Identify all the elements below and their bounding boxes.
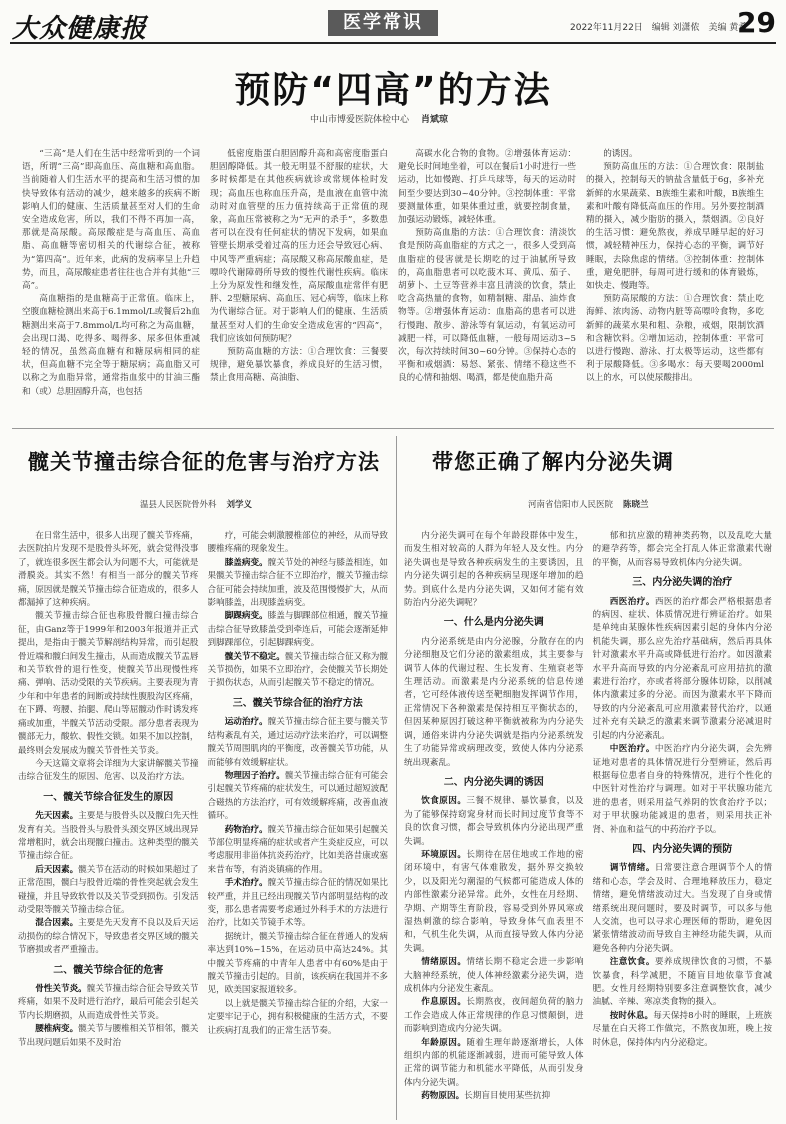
article2-paragraph [208, 998, 389, 1038]
article3-lead-in: 作息原因。 [421, 997, 467, 1008]
article2-paragraph-text: 髋关节撞击综合征的情况如果比较严重，并且已经出现髋关节内部明显结构的改变，那么患者需要考虑通过外科手术的方法进行治疗，比如关节镜手术等。 [207, 878, 388, 929]
article2-paragraph [18, 917, 199, 957]
article2-lead-in: 髋关节不稳定。 [224, 651, 285, 662]
article3-paragraph-text: 长期盲目使用某些抗抑 [464, 1091, 551, 1102]
article3-paragraph [593, 530, 773, 570]
article3-section-heading: 三、内分泌失调的治疗 [632, 577, 733, 589]
article1-paragraph: 高碳水化合物的食物。②增强体育运动：避免长时间地坐着，可以在餐后1小时进行一些运动，比如慢跑、打乒乓球等，每天的运动时间至少要达到30~40分钟。③控制体重：平常要测量体重，如果体重过重，就要控制食量，加强运动锻炼，减轻体重。 [398, 149, 576, 226]
article3-section-heading: 一、什么是内分泌失调 [443, 617, 544, 629]
article1-paragraph: 的诱因。 [603, 149, 638, 159]
article3-affiliation: 河南省信阳市人民医院 [528, 500, 614, 510]
article3-paragraph-text: 内分泌失调可在每个年龄段群体中发生，而发生相对较高的人群为年轻人及女性。内分泌失调也是导致各种疾病发生的主要诱因，且内分泌失调引起的各种疾病呈现逐年增加的趋势。到底什么是内分泌失调，又如何才能有效防治内分泌失调呢？ [404, 531, 584, 609]
article3-lead-in: 注意饮食。 [609, 957, 655, 968]
article2-paragraph [18, 530, 199, 610]
article3-lead-in: 年龄原因。 [421, 1037, 467, 1048]
article2-body [18, 530, 388, 1120]
article1-paragraph: 预防高血压的方法：①合理饮食：限制盐的摄入，控制每天的钠盐含量低于6g，多补充新鲜的水果蔬菜、B族维生素和叶酸，B族维生素和叶酸有降低高血压的作用。另外要控制酒精的摄入，减少脂肪的摄入，禁烟酒。②良好的生活习惯：避免熬夜，养成早睡早起的好习惯，减轻精神压力，保持心态的平衡，调节好睡眠，去除焦虑的情绪。③控制体重：控制体重，避免肥胖，每周可进行缓和的体育锻炼，如快走、慢跑等。 [586, 162, 764, 292]
article2-section-heading: 二、髋关节综合征的危害 [53, 964, 164, 976]
article3-title: 带您正确了解内分泌失调 [432, 450, 674, 474]
article3-paragraph [404, 849, 584, 956]
article2-paragraph [208, 610, 389, 650]
article3-paragraph [593, 956, 773, 1010]
article2-paragraph-text: 髋关节处的神经与膝盖相连，如果髋关节撞击综合征不立即治疗，髋关节撞击综合征可能会持续加重，波及范围慢慢扩大，从而影响膝盖，出现膝盖病变。 [207, 557, 388, 609]
section-label: 医学常识 [328, 10, 438, 36]
article2-paragraph-text: 主要是先天发育不良以及后天运动损伤的综合情况下，导致患者交界区域的髋关节磨损或者严重撞击。 [18, 918, 199, 956]
article2-paragraph-text: 髋关节在活动的时候如果超过了正常范围，髋臼与股骨近端的骨性突起就会发生碰撞，并且导致软骨以及关节受到损伤。引发活动受限等髋关节撞击综合征。 [18, 864, 199, 915]
article3-author: 陈晓兰 [623, 500, 649, 510]
article2-lead-in: 运动治疗。 [224, 717, 268, 728]
article3-body [404, 530, 772, 1120]
article1-column [586, 148, 764, 423]
article2-lead-in: 骨性关节炎。 [35, 984, 87, 994]
article3-lead-in: 西医治疗。 [609, 596, 655, 607]
article2-byline [140, 498, 252, 510]
article2-section-heading: 一、髋关节综合征发生的原因 [43, 791, 174, 803]
article1-column [398, 148, 576, 423]
article3-paragraph [404, 1037, 584, 1091]
article2-paragraph [208, 931, 389, 998]
article2-lead-in: 脚踝病变。 [224, 611, 268, 622]
article2-lead-in: 混合因素。 [35, 918, 79, 929]
article2-paragraph [208, 877, 389, 931]
article2-lead-in: 膝盖病变。 [224, 557, 268, 568]
article3-paragraph [404, 1090, 584, 1103]
article1-paragraph: 预防高血脂的方法：①合理饮食：清淡饮食是预防高血脂症的方式之一，很多人受到高血脂症的侵害就是长期吃的过于油腻所导致的，高血脂患者可以吃菠木耳、黄瓜、茄子、胡萝卜、土豆等营养丰富且清淡的饮食，禁止吃含高热量的食物，如精制糖、甜品、油炸食物等。②增强体育运动：血脂高的患者可以进行慢跑、散步、游泳等有氧运动，有氧运动可减肥一样，可以降低血糖，一般每周运动3~5次，每次持续时间30~60分钟。③保持心态的平衡和戒烟酒：易怒、紧张、情绪不稳这些不良的心情和抽烟、喝酒，都是使血脂升高 [398, 228, 576, 384]
article1-author: 肖斌琼 [421, 115, 449, 125]
article3-paragraph-text: 郁和抗应激的精神类药物，以及乱吃大量的避孕药等，都会完全打乱人体正常激素代谢的平衡，从而容易导致机体内分泌失调。 [592, 531, 772, 568]
article2-paragraph-text: 主要是与股骨头以及髋臼先天性发育有关。当股骨头与股骨头颈交界区域出现异常增粗时，就会出现髋臼撞击。这种类型的髋关节撞击综合征。 [18, 811, 199, 862]
page-number: 29 [737, 6, 776, 39]
article2-lead-in: 先天因素。 [35, 811, 79, 822]
issue-meta [570, 20, 753, 33]
article3-paragraph-text: 长期待在居住地或工作地的密闭环境中，有害气体难散发，据外界交换较少，以及阳光匀潮湿的气候都可能造成人体的内部性激素分泌异常。此外，女性在月经期、孕期、产期等生育阶段，容易受到外界风寒或湿热刺激的综合影响，导致身体气血表里不和，气机生化失调，从而直接导致人体内分泌失调。 [404, 849, 584, 954]
article3-lead-in: 环境原因。 [421, 849, 467, 860]
article2-lead-in: 后天因素。 [35, 864, 79, 875]
article3-lead-in: 按时休息。 [609, 1010, 654, 1021]
article3-paragraph-text: 每天保持8小时的睡眠，上班族尽量在白天将工作做完，不熬夜加班，晚上按时休息，保持体内内分泌稳定。 [592, 1010, 772, 1048]
article3-lead-in: 药物原因。 [421, 1091, 465, 1102]
masthead [10, 6, 776, 44]
article2-paragraph-text: 今天这篇文章将会详细为大家讲解髋关节撞击综合征发生的原因、危害、以及治疗方法。 [18, 758, 199, 783]
article2-lead-in: 腰椎病变。 [35, 1024, 79, 1035]
article2-column [208, 530, 389, 1120]
article2-paragraph-text: 髋关节撞击综合征有可能会引起髋关节疼痛的症状发生，可以通过超短波配合磁热的方法治疗，可有效缓解疼痛，改善血液循环。 [207, 770, 388, 822]
article1-paragraph: 低密度脂蛋白胆固醇升高和高密度脂蛋白胆固醇降低。其一般无明显不舒服的症状，大多时候都是在其他疾病就诊或常规体检时发现；高血压也称血压升高，是血液在血管中流动时对血管壁的压力值持续高于正常值的现象，高血压常被称之为“无声的杀手”，多数患者可以在没有任何症状的情况下发病，如果血管壁长期承受着过高的压力还会导致冠心病、中风等严重病症；高尿酸又称高尿酸血症，是嘌呤代谢障碍所导致的慢性代谢性疾病。临床上分为原发性和继发性，高尿酸血症常伴有肥胖、2型糖尿病、高血压、冠心病等，临床上称为代谢综合征。对于影响人们的健康、生活质量甚至对人们的生命安全造成危害的“四高”，我们应该如何预防呢？ [210, 149, 388, 344]
article2-paragraph-text: 膝盖与脚踝部位相通，髋关节撞击综合征导致膝盖受到牵连后，可能会逐渐延伸到脚踝部位，引起脚踝病变。 [207, 611, 388, 649]
article3-paragraph-text: 日常要注意合理调节个人的情绪和心态，学会及时、合理地释放压力，稳定情绪，避免情绪波动过大。当发现了自身或情绪系统出现问题时，要及时调节，可以多与他人交流，也可以寻求心理医师的帮助，避免因紧张情绪波动而导致自主神经功能失调，从而避免各种内分泌失调。 [592, 863, 772, 954]
article3-column [593, 530, 773, 1120]
article3-paragraph-text: 内分泌系统是由内分泌腺，分散存在的内分泌细胞及它们分泌的激素组成，其主要参与调节人体的代谢过程、生长发育、生殖衰老等生理活动。而激素是内分泌系统的信息传递者，它可经体液传送至靶细胞发挥调节作用，正常情况下各种激素是保持相互平衡状态的，但因某种原因打破这种平衡就被称为内分泌失调，通俗来讲内分泌失调就是指内分泌系统发生了功能异常或病理改变，致使人体内分泌系统出现紊乱。 [404, 636, 584, 768]
article2-paragraph-text: 据统计，髋关节撞击综合征在普通人的发病率达到10%~15%，在运动员中高达24%。其中髋关节疼痛的中青年人患者中有60%是由于髋关节撞击引起的。目前，该疾病在我国并不多见，欧美国家报道较多。 [207, 931, 388, 996]
article3-paragraph-text: 长期熬夜，夜间超负荷的脑力工作会造成人体正常规律的作息习惯颠倒，进而影响到造成内分泌失调。 [404, 997, 584, 1035]
article2-section-heading: 三、髋关节综合征的治疗方法 [232, 697, 363, 709]
article2-paragraph-text: 髋关节撞击综合征会导致关节疼痛，如果不及时进行治疗，最后可能会引起关节内长期磨损，从而造成骨性关节炎。 [18, 984, 199, 1021]
editor-credit: 编辑 刘潇侬 [651, 23, 700, 33]
article2-paragraph [18, 864, 199, 918]
article2-paragraph-text: 以上就是髋关节撞击综合征的介绍，大家一定要牢记于心，拥有积极健康的生活方式，不要让疾病打乱我们的正常生活节奏。 [207, 998, 388, 1036]
article2-lead-in: 物理因子治疗。 [224, 770, 285, 781]
article2-column [18, 530, 199, 1120]
article2-lead-in: 药物治疗。 [224, 824, 268, 835]
column-divider [396, 436, 397, 1120]
article3-paragraph [593, 862, 773, 956]
article3-paragraph [404, 795, 584, 849]
article2-affiliation: 温县人民医院骨外科 [140, 500, 217, 510]
article3-paragraph [593, 1010, 773, 1050]
article3-paragraph [404, 956, 584, 996]
article3-paragraph-text: 要养成规律饮食的习惯，不暴饮暴食，科学减肥，不随盲目地依靠节食减肥。女性月经期特别要多注意调整饮食，减少油腻、辛辣、寒凉类食物的摄入。 [592, 957, 772, 1008]
article2-lead-in: 手术治疗。 [224, 878, 268, 889]
article1-paragraph: “三高”是人们在生活中经常听到的一个词语，所谓“三高”即高血压、高血糖和高血脂。当前随着人们生活水平的提高和生活习惯的加快导致体有活动的减少，越来越多的疾病不断影响人们的健康、生活质量甚至对人们的生命安全造成危害，所以，我们不得不再加一高，那就是高尿酸。高尿酸症是与高血压、高血脂、高血糖等密切相关的代谢综合征，被称为“第四高”。近年来，此病的发病率呈上升趋势，而且，高尿酸症患者往往也合并有其他“三高”。 [22, 149, 200, 292]
newspaper-logo: 大众健康报 [12, 14, 148, 44]
article3-section-heading: 四、内分泌失调的预防 [632, 843, 733, 855]
article3-column [404, 530, 584, 1120]
article3-paragraph-text: 情绪长期不稳定会进一步影响大脑神经系统，使人体神经激素分泌失调，造成机体内分泌发生紊乱。 [404, 957, 584, 994]
section-divider [12, 428, 774, 429]
article3-section-heading: 二、内分泌失调的诱因 [443, 776, 544, 788]
article2-paragraph [208, 651, 389, 691]
designer-credit: 美编 黄希 [708, 23, 748, 33]
article3-byline [528, 498, 649, 510]
article2-title: 髋关节撞击综合征的危害与治疗方法 [28, 450, 380, 474]
article3-paragraph [593, 596, 773, 743]
article2-author: 刘学义 [226, 500, 253, 510]
article2-paragraph [208, 557, 389, 611]
article2-paragraph-text: 髋关节撞击综合征又称为髋关节损伤，如果不立即治疗，会使髋关节长期处于损伤状态，从而引起髋关节不稳定的情况。 [207, 651, 388, 689]
article1-paragraph: 高血糖指的是血糖高于正常值。临床上，空腹血糖检测出来高于6.1mmol/L或餐后2h血糖测出来高于7.8mmol/L均可称之为高血糖，会出现口渴、吃得多、喝得多、尿多但体重减轻的情况，虽然高血糖有和糖尿病相同的症状，但高血糖不完全等于糖尿病；高血脂又可以称之为血脂异常，通常指血浆中的甘油三酯和（或）总胆固醇升高，也包括 [22, 294, 200, 397]
article3-lead-in: 调节情绪。 [609, 863, 655, 874]
article1-column [22, 148, 200, 423]
article1-affiliation: 中山市博爱医院体检中心 [310, 115, 410, 125]
article2-paragraph [18, 1023, 199, 1050]
article2-paragraph [208, 716, 389, 770]
article3-lead-in: 饮食原因。 [421, 796, 467, 807]
article3-lead-in: 中医治疗。 [609, 744, 655, 755]
article2-paragraph [18, 810, 199, 864]
article2-paragraph-text: 髋关节撞击综合征如果引起髋关节部位明显疼痛的症状或者产生炎症反应，可以考虑服用非甾体抗炎药治疗，比如美洛昔康或塞来昔布等，有消炎镇痛的作用。 [207, 824, 388, 875]
article2-paragraph [18, 758, 199, 785]
article3-paragraph-text: 西医的治疗都会严格根据患者的病因、症状、体质情况进行辨证治疗。如果是单纯由某腺体性疾病因素引起的身体内分泌机能失调，那么应先治疗基础病，然后再具体针对激素水平升高或降低进行治疗。如因激素水平升高而导致的内分泌紊乱可应用拮抗的激素进行治疗，亦或者将部分腺体切除，以削减体内激素过多的分泌。而因为激素水平下降而导致的内分泌紊乱可应用激素替代治疗，以通过补充有关缺乏的激素来调节激素分泌减退时引起的内分泌紊乱。 [592, 596, 772, 741]
article1-paragraph: 预防高尿酸的方法：①合理饮食：禁止吃海鲜、浓肉汤、动物内脏等高嘌呤食物，多吃新鲜的蔬菜水果和粗、杂粮，戒烟，限制饮酒和含糖饮料。②增加运动，控制体重：平常可以进行慢跑、游泳、打太极等运动，这些都有利于尿酸降低。③多喝水：每天要喝2000ml以上的水，可以使尿酸排出。 [586, 294, 764, 384]
article2-paragraph-text: 髋关节与腰椎相关节相邻，髋关节出现问题后如果不及时治 [18, 1024, 199, 1048]
article3-lead-in: 情绪原因。 [421, 957, 467, 968]
article1-column [210, 148, 388, 423]
article2-paragraph [18, 983, 199, 1023]
article3-paragraph [404, 636, 584, 770]
article2-paragraph-text: 髋关节撞击综合征也称股骨髋臼撞击综合征，由Ganz等于1999年和2003年报道并正式提出，是指由于髋关节解剖结构异常，而引起股骨近端和髋臼间发生撞击，从而造成髋关节盂唇和关节软骨的退行性变，使髋关节出现慢性疼痛、弹响、活动受限的关节疾病。主要表现为青少年和中年患者的间断或持续性腹股沟区疼痛，在下蹲、弯腰、抬腿、爬山等屈髋动作时诱发疼痛或加重，半髋关节活动受限。部分患者表现为髋部无力，酸软、假性交锁。如果不加以控制，最终则会发展成为髋关节骨性关节炎。 [18, 611, 199, 756]
article2-paragraph-text: 疗，可能会刺激腰椎部位的神经，从而导致腰椎疼痛的现象发生。 [207, 531, 388, 555]
article3-paragraph-text: 中医治疗内分泌失调，会先辨证地对患者的具体情况进行分型辨证，然后再根据每位患者自身的特殊情况，进行个性化的中医针对性治疗与调理。如对于平状腺功能亢进的患者，则采用益气养阴的饮食治疗予以；对于甲状腺功能减退的患者，则采用扶正补肾、补血和益气的中药治疗予以。 [592, 744, 772, 835]
article1-paragraph: 预防高血糖的方法：①合理饮食：三餐要规律，避免暴饮暴食，养成良好的生活习惯，禁止食用高糖、高油脂、 [210, 347, 388, 384]
article3-paragraph [404, 530, 584, 610]
issue-date: 2022年11月22日 [570, 23, 643, 33]
article3-paragraph [404, 996, 584, 1036]
article3-paragraph-text: 三餐不规律、暴饮暴食，以及为了能够保持窈窕身材而长时间过度节食等不良的饮食习惯，都会导致机体内分泌出现严重失调。 [404, 796, 584, 847]
article3-paragraph-text: 随着生理年龄逐渐增长，人体组织内部的机能逐渐减弱，进而可能导致人体正常的调节能力和机能水平降低，从而引发身体内分泌失调。 [404, 1037, 584, 1088]
article1-title: 预防“四高”的方法 [234, 70, 552, 111]
article1-body [22, 148, 764, 423]
article1-byline [310, 112, 448, 125]
article2-paragraph-text: 髋关节撞击综合征主要与髋关节结构紊乱有关，通过运动疗法来治疗，可以调整髋关节周围肌肉的平衡度，改善髋关节功能，从而能够有效缓解症状。 [207, 717, 388, 768]
article2-paragraph [208, 530, 389, 557]
article2-paragraph [208, 824, 389, 878]
article3-paragraph [593, 743, 773, 837]
article2-paragraph [208, 770, 389, 824]
article2-paragraph [18, 610, 199, 757]
article2-paragraph-text: 在日常生活中，很多人出现了髋关节疼痛，去医院拍片发现不是股骨头坏死，就会觉得没事了，就连很多医生都会认为问题不大，可能就是滑膜炎。其实不然！有相当一部分的髋关节疼痛，原因就是髋关节撞击综合征造成的，很多人都漏掉了这种疾病。 [18, 531, 199, 609]
